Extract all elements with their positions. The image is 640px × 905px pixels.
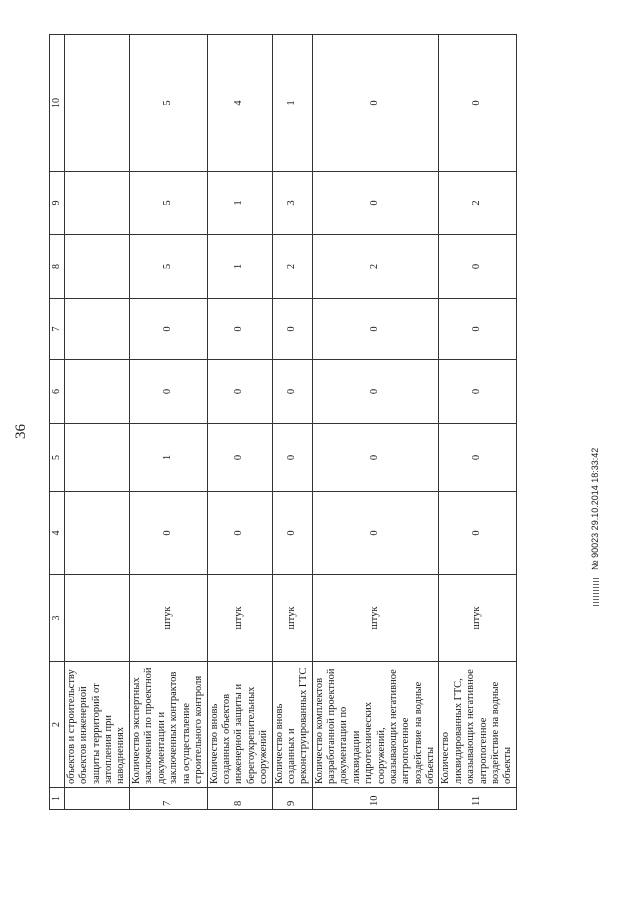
header-cell: 1 [50,788,65,810]
value-cell [64,492,129,575]
value-cell: 0 [129,299,207,360]
row-number: 9 [272,788,312,810]
row-number: 10 [312,788,439,810]
value-cell: 0 [312,299,439,360]
value-cell: 0 [272,299,312,360]
value-cell [64,172,129,235]
header-cell: 2 [50,662,65,788]
value-cell: 1 [207,235,272,299]
indicator-name: Количество вновь созданных объектов инженерной защиты и берегоукрепительных сооружений [207,662,272,788]
value-cell: 0 [129,492,207,575]
indicators-table [49,34,517,810]
unit-cell: штук [129,575,207,662]
unit-cell: штук [207,575,272,662]
value-cell: 2 [439,172,516,235]
value-cell: 0 [312,172,439,235]
header-cell: 10 [50,35,65,172]
rotated-page-content [49,35,514,810]
value-cell: 2 [272,235,312,299]
value-cell [64,235,129,299]
value-cell [64,360,129,424]
value-cell: 0 [439,235,516,299]
value-cell: 5 [129,235,207,299]
stamp-text: № 90023 29.10.2014 18:33:42 [590,447,600,570]
table-row [272,35,312,810]
registration-stamp [590,448,600,606]
header-row [50,35,65,810]
value-cell: 0 [439,360,516,424]
value-cell: 0 [272,492,312,575]
value-cell [64,299,129,360]
unit-cell [64,575,129,662]
value-cell: 0 [312,360,439,424]
value-cell: 0 [272,360,312,424]
barcode-mark [593,576,599,606]
header-cell: 7 [50,299,65,360]
header-cell: 4 [50,492,65,575]
table-row [439,35,516,810]
header-cell: 5 [50,424,65,492]
table-row [129,35,207,810]
header-cell: 3 [50,575,65,662]
header-cell: 6 [50,360,65,424]
value-cell: 0 [439,492,516,575]
value-cell: 0 [207,360,272,424]
value-cell: 0 [207,424,272,492]
unit-cell: штук [439,575,516,662]
indicator-name: Количество комплектов разработанной проектной документации по ликвидации гидротехнических сооружений, оказывающих негативное антропогенное воздействие на водные объекты [312,662,439,788]
unit-cell: штук [272,575,312,662]
value-cell: 1 [129,424,207,492]
value-cell: 0 [439,424,516,492]
value-cell: 5 [129,35,207,172]
indicator-name: объектов и строительству объектов инженерной защиты территорий от затопления при наводнениях [64,662,129,788]
value-cell: 4 [207,35,272,172]
value-cell: 0 [129,360,207,424]
row-number: 11 [439,788,516,810]
indicator-name: Количество вновь созданных и реконструированных ГТС [272,662,312,788]
table-row [207,35,272,810]
indicator-name: Количество ликвидированных ГТС, оказывающих негативное антропогенное воздействие на водные объекты [439,662,516,788]
page-number: 36 [13,424,29,439]
row-number: 8 [207,788,272,810]
value-cell: 0 [312,35,439,172]
row-number: 7 [129,788,207,810]
value-cell: 0 [439,35,516,172]
value-cell: 3 [272,172,312,235]
value-cell: 2 [312,235,439,299]
value-cell: 0 [312,424,439,492]
row-number [64,788,129,810]
value-cell: 1 [207,172,272,235]
value-cell: 1 [272,35,312,172]
value-cell: 0 [312,492,439,575]
unit-cell: штук [312,575,439,662]
value-cell: 0 [439,299,516,360]
header-cell: 8 [50,235,65,299]
value-cell: 5 [129,172,207,235]
indicator-name: Количество экспертных заключений по проектной документации и заключенных контрактов на осуществление строительного контроля [129,662,207,788]
value-cell [64,424,129,492]
value-cell: 0 [272,424,312,492]
table-row [312,35,439,810]
value-cell [64,35,129,172]
table-row [64,35,129,810]
value-cell: 0 [207,299,272,360]
value-cell: 0 [207,492,272,575]
header-cell: 9 [50,172,65,235]
